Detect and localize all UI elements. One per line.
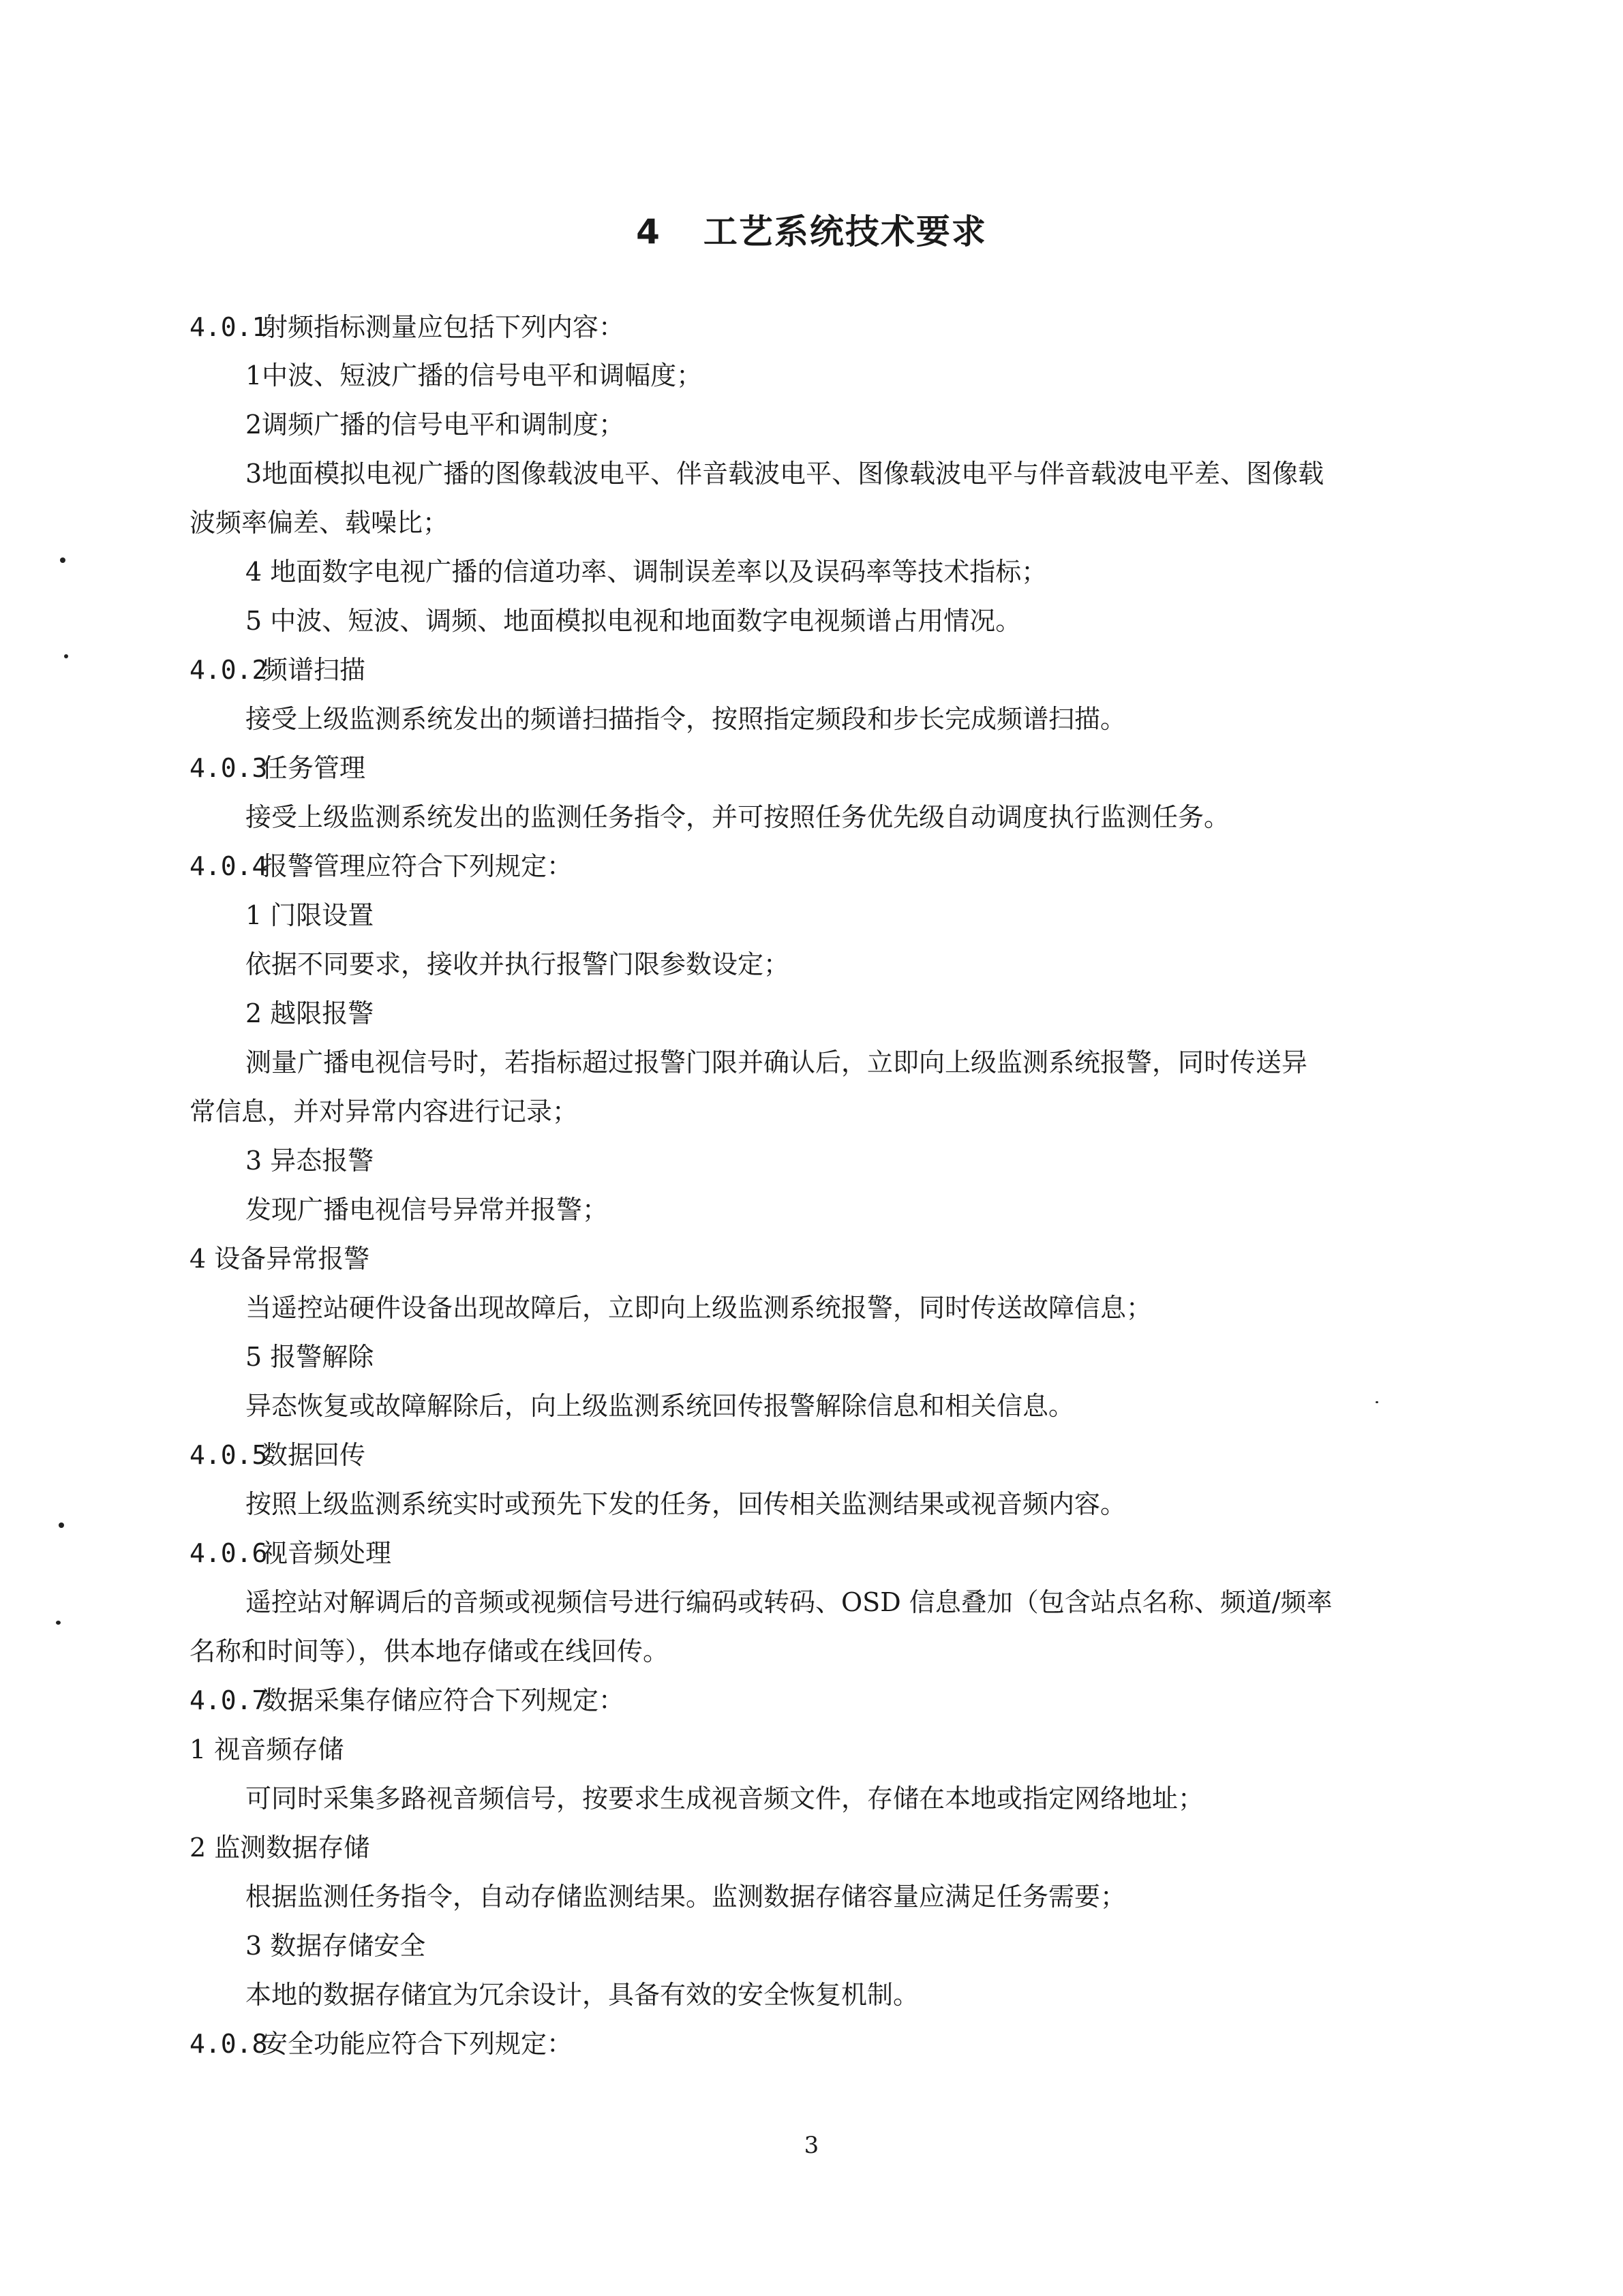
clause-title: 频谱扫描 — [262, 655, 366, 685]
clause-title: 数据采集存储应符合下列规定： — [262, 1685, 625, 1715]
list-item: 1 视音频存储 — [189, 1734, 344, 1764]
scan-speck — [56, 1621, 61, 1625]
list-item: 2调频广播的信号电平和调制度； — [245, 410, 625, 440]
list-item: 2 越限报警 — [245, 998, 374, 1028]
paragraph: 测量广播电视信号时，若指标超过报警门限并确认后，立即向上级监测系统报警，同时传送异 — [245, 1047, 1308, 1077]
clause-title: 视音频处理 — [262, 1538, 392, 1568]
paragraph: 按照上级监测系统实时或预先下发的任务，回传相关监测结果或视音频内容。 — [245, 1489, 1127, 1519]
section-4-0-1-heading — [189, 311, 624, 343]
paragraph: 发现广播电视信号异常并报警； — [245, 1195, 609, 1225]
chapter-heading — [0, 204, 1623, 254]
list-item: 3 异态报警 — [245, 1146, 374, 1176]
paragraph: 接受上级监测系统发出的频谱扫描指令，按照指定频段和步长完成频谱扫描。 — [245, 704, 1127, 734]
clause-number: 4.0.5 — [189, 1440, 268, 1470]
clause-number: 4.0.8 — [189, 2029, 268, 2059]
paragraph: 本地的数据存储宜为冗余设计，具备有效的安全恢复机制。 — [245, 1980, 920, 2010]
scan-speck — [59, 1522, 64, 1528]
list-item: 3地面模拟电视广播的图像载波电平、伴音载波电平、图像载波电平与伴音载波电平差、图像载 — [245, 459, 1324, 489]
paragraph-continuation: 名称和时间等），供本地存储或在线回传。 — [189, 1636, 669, 1666]
paragraph: 异态恢复或故障解除后，向上级监测系统回传报警解除信息和相关信息。 — [245, 1391, 1075, 1421]
list-item: 1 门限设置 — [245, 900, 374, 930]
scan-speck — [60, 557, 65, 563]
list-item-continuation: 波频率偏差、载噪比； — [189, 508, 449, 538]
clause-number: 4.0.3 — [189, 753, 268, 783]
paragraph: 当遥控站硬件设备出现故障后，立即向上级监测系统报警，同时传送故障信息； — [245, 1293, 1153, 1323]
list-item: 5 报警解除 — [245, 1342, 374, 1372]
paragraph: 依据不同要求，接收并执行报警门限参数设定； — [245, 949, 790, 979]
clause-title: 任务管理 — [262, 753, 366, 783]
paragraph: 遥控站对解调后的音频或视频信号进行编码或转码、OSD 信息叠加（包含站点名称、频道/频率 — [245, 1587, 1333, 1617]
clause-number: 4.0.6 — [189, 1538, 268, 1568]
section-4-0-3-heading — [189, 752, 365, 784]
clause-number: 4.0.7 — [189, 1685, 268, 1715]
clause-title: 安全功能应符合下列规定： — [262, 2029, 573, 2059]
clause-title: 射频指标测量应包括下列内容： — [262, 312, 625, 342]
section-4-0-4-heading — [189, 850, 573, 883]
clause-number: 4.0.1 — [189, 312, 268, 342]
scan-speck — [64, 654, 68, 658]
list-item: 3 数据存储安全 — [245, 1931, 426, 1961]
clause-title: 数据回传 — [262, 1440, 366, 1470]
section-4-0-8-heading — [189, 2027, 573, 2060]
paragraph: 接受上级监测系统发出的监测任务指令，并可按照任务优先级自动调度执行监测任务。 — [245, 802, 1230, 832]
section-4-0-7-heading — [189, 1684, 624, 1717]
paragraph: 根据监测任务指令，自动存储监测结果。监测数据存储容量应满足任务需要； — [245, 1882, 1127, 1912]
list-item: 1中波、短波广播的信号电平和调幅度； — [245, 361, 703, 391]
page-number: 3 — [804, 2132, 819, 2159]
list-item: 4 地面数字电视广播的信道功率、调制误差率以及误码率等技术指标； — [245, 557, 1048, 587]
list-item: 2 监测数据存储 — [189, 1833, 370, 1863]
list-item: 4 设备异常报警 — [189, 1244, 370, 1274]
chapter-number: 4 — [636, 212, 661, 251]
clause-number: 4.0.2 — [189, 655, 268, 685]
paragraph-continuation: 常信息，并对异常内容进行记录； — [189, 1097, 579, 1127]
section-4-0-2-heading — [189, 654, 365, 686]
clause-number: 4.0.4 — [189, 851, 268, 881]
paragraph: 可同时采集多路视音频信号，按要求生成视音频文件，存储在本地或指定网络地址； — [245, 1784, 1204, 1813]
section-4-0-5-heading — [189, 1439, 365, 1471]
clause-title: 报警管理应符合下列规定： — [262, 851, 573, 881]
chapter-title: 工艺系统技术要求 — [703, 212, 987, 251]
section-4-0-6-heading — [189, 1537, 391, 1570]
scan-speck — [1376, 1401, 1378, 1403]
list-item: 5 中波、短波、调频、地面模拟电视和地面数字电视频谱占用情况。 — [245, 606, 1022, 636]
